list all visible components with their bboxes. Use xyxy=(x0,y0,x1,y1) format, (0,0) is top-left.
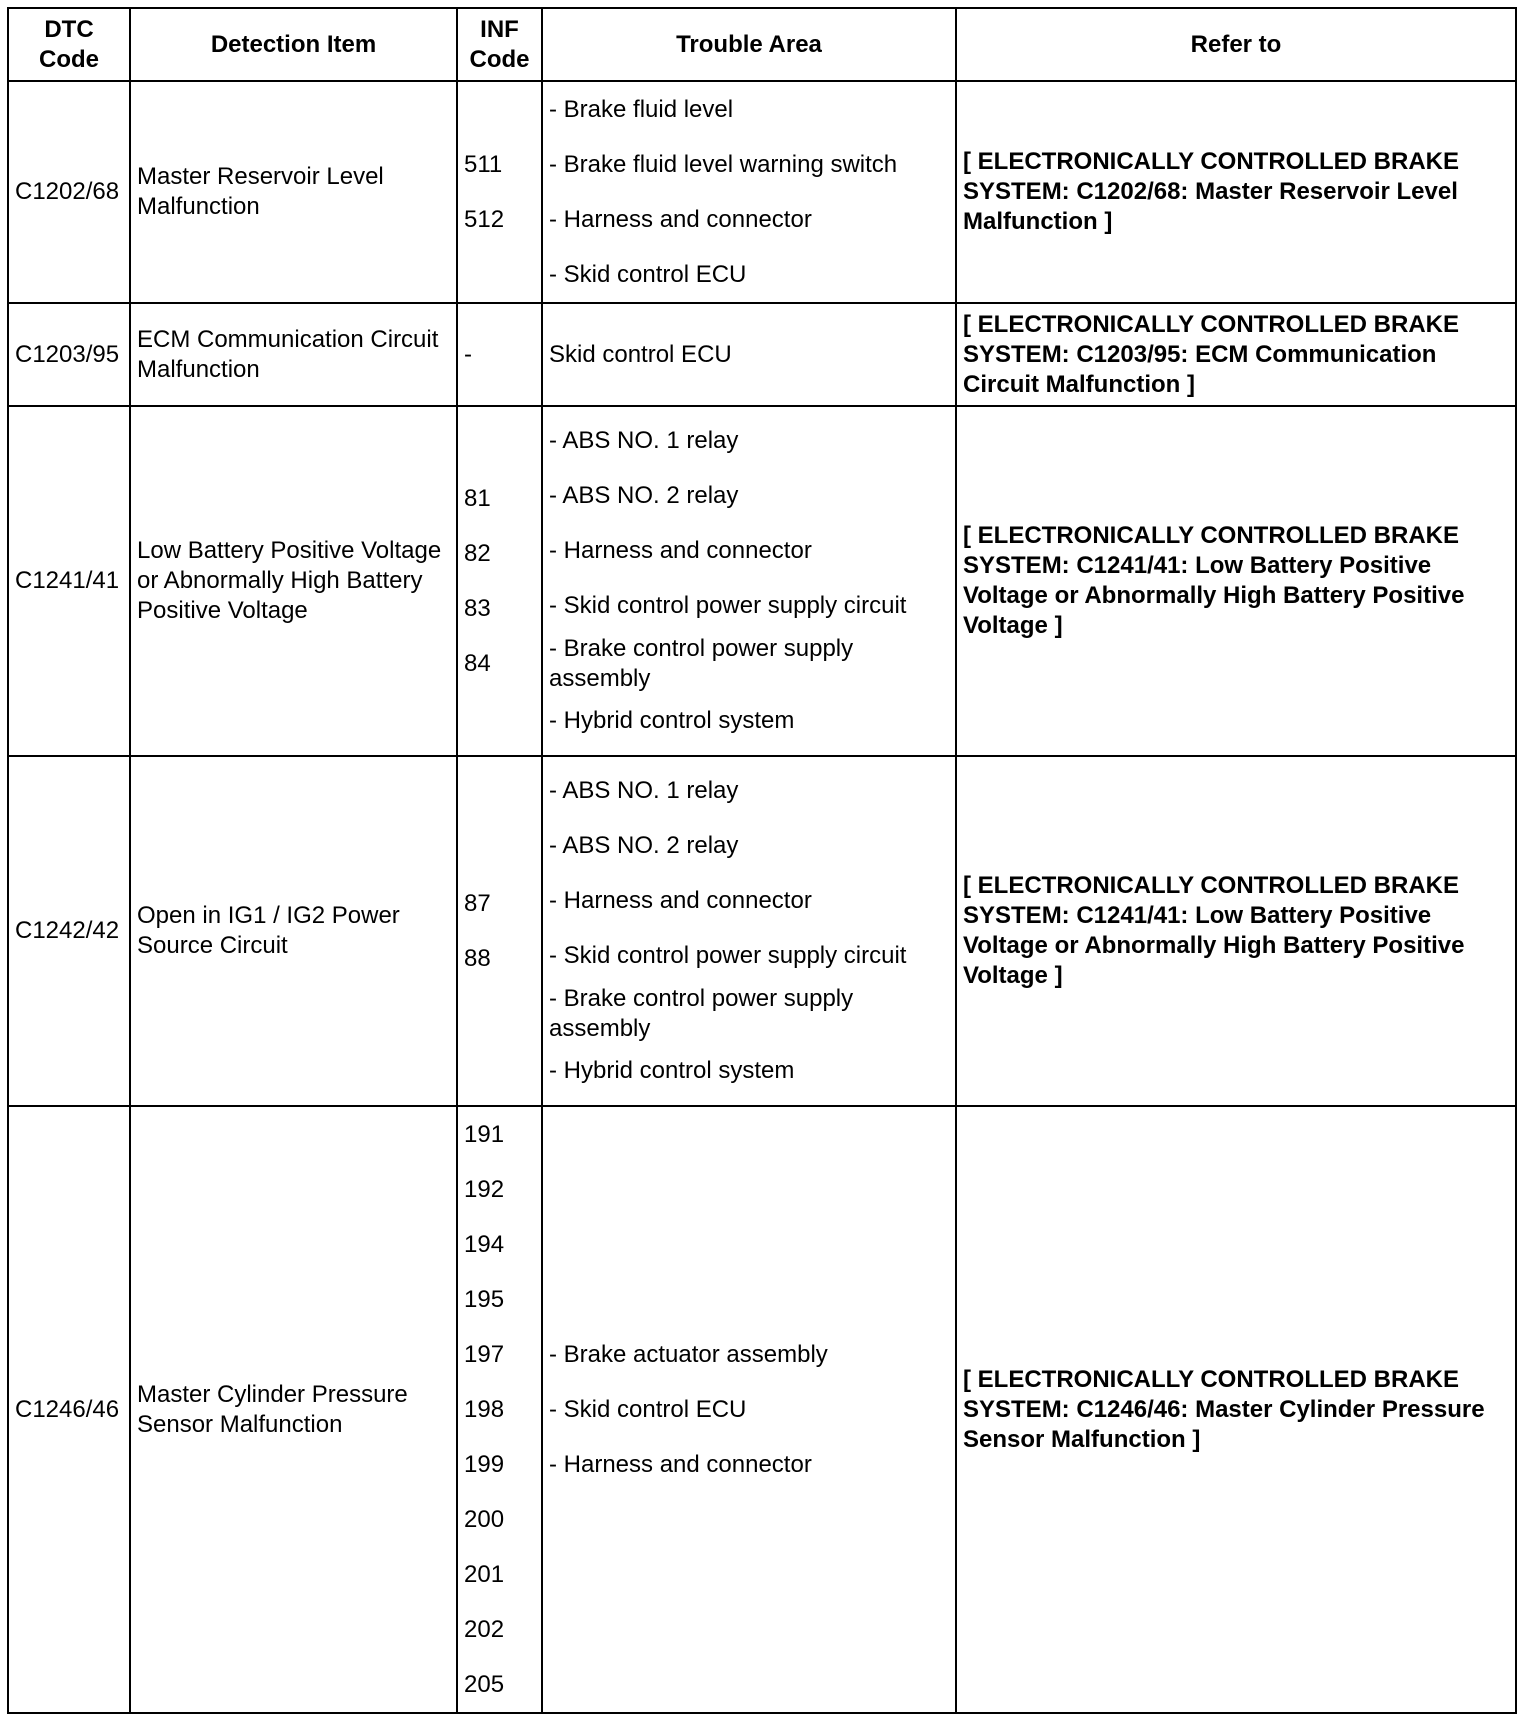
header-refer-to: Refer to xyxy=(956,8,1516,81)
inf-code-cell: - xyxy=(457,303,542,406)
header-dtc-code: DTC Code xyxy=(8,8,130,81)
header-row xyxy=(8,8,1516,81)
inf-code: 88 xyxy=(464,944,491,972)
inf-code: 83 xyxy=(464,594,491,622)
inf-code-cell xyxy=(457,406,542,756)
trouble-item: - Brake fluid level xyxy=(549,95,734,123)
refer-to-cell: [ ELECTRONICALLY CONTROLLED BRAKE SYSTEM: C1241/41: Low Battery Positive Voltage or Abnormally High Battery Positive Voltage ] xyxy=(956,756,1516,1106)
trouble-item: - Skid control power supply circuit xyxy=(549,592,907,619)
inf-code: 87 xyxy=(464,889,491,917)
table-row xyxy=(8,81,1516,303)
trouble-item: - Brake fluid level warning switch xyxy=(549,150,898,178)
table-row xyxy=(8,756,1516,1106)
dtc-code-cell: C1242/42 xyxy=(8,756,130,1106)
inf-code: 194 xyxy=(464,1230,505,1258)
table-row xyxy=(8,303,1516,406)
inf-code: 199 xyxy=(464,1450,505,1478)
detection-item-cell: Low Battery Positive Voltage or Abnormally High Battery Positive Voltage xyxy=(130,406,457,756)
trouble-item: - Harness and connector xyxy=(549,887,812,914)
table-row xyxy=(8,406,1516,756)
detection-item-cell: Master Reservoir Level Malfunction xyxy=(130,81,457,303)
trouble-item: - Harness and connector xyxy=(549,205,812,233)
trouble-item: - Skid control power supply circuit xyxy=(549,942,907,969)
inf-code: 197 xyxy=(464,1340,505,1368)
detection-item-cell: Open in IG1 / IG2 Power Source Circuit xyxy=(130,756,457,1106)
trouble-item: - Harness and connector xyxy=(549,537,812,564)
trouble-item: - ABS NO. 2 relay xyxy=(549,832,739,859)
inf-code: 200 xyxy=(464,1505,505,1533)
refer-to-cell: [ ELECTRONICALLY CONTROLLED BRAKE SYSTEM: C1203/95: ECM Communication Circuit Malfunction ] xyxy=(956,303,1516,406)
inf-code: 198 xyxy=(464,1395,505,1423)
header-inf-code: INF Code xyxy=(457,8,542,81)
trouble-item: - ABS NO. 1 relay xyxy=(549,777,739,804)
inf-code: 205 xyxy=(464,1670,505,1698)
trouble-item: - Harness and connector xyxy=(549,1450,812,1478)
trouble-item: - ABS NO. 1 relay xyxy=(549,427,739,454)
inf-code-cell xyxy=(457,81,542,303)
inf-code: 511 xyxy=(464,150,503,178)
refer-to-cell: [ ELECTRONICALLY CONTROLLED BRAKE SYSTEM: C1202/68: Master Reservoir Level Malfunction ] xyxy=(956,81,1516,303)
trouble-item: - Hybrid control system xyxy=(549,1057,795,1084)
header-trouble-area: Trouble Area xyxy=(542,8,956,81)
trouble-item: - Brake control power supply assembly xyxy=(549,984,854,1042)
dtc-code-cell: C1202/68 xyxy=(8,81,130,303)
dtc-table xyxy=(7,7,1517,1714)
dtc-code-cell: C1246/46 xyxy=(8,1106,130,1713)
inf-code: 82 xyxy=(464,539,491,567)
refer-to-cell: [ ELECTRONICALLY CONTROLLED BRAKE SYSTEM: C1246/46: Master Cylinder Pressure Sensor Malfunction ] xyxy=(956,1106,1516,1713)
trouble-item: - Brake actuator assembly xyxy=(549,1340,828,1368)
trouble-area-cell xyxy=(542,406,956,756)
trouble-area-cell xyxy=(542,1106,956,1713)
trouble-item: - ABS NO. 2 relay xyxy=(549,482,739,509)
refer-to-cell: [ ELECTRONICALLY CONTROLLED BRAKE SYSTEM: C1241/41: Low Battery Positive Voltage or Abnormally High Battery Positive Voltage ] xyxy=(956,406,1516,756)
dtc-code-cell: C1203/95 xyxy=(8,303,130,406)
inf-code: 191 xyxy=(464,1120,505,1148)
inf-code: 84 xyxy=(464,649,491,677)
trouble-area-cell xyxy=(542,756,956,1106)
inf-code: 202 xyxy=(464,1615,505,1643)
detection-item-cell: ECM Communication Circuit Malfunction xyxy=(130,303,457,406)
trouble-item: - Skid control ECU xyxy=(549,1395,747,1423)
inf-code-cell xyxy=(457,1106,542,1713)
inf-code: 195 xyxy=(464,1285,505,1313)
inf-code: 81 xyxy=(464,484,491,512)
header-detection-item: Detection Item xyxy=(130,8,457,81)
trouble-item: - Brake control power supply assembly xyxy=(549,634,854,692)
inf-code: 201 xyxy=(464,1560,505,1588)
trouble-item: - Skid control ECU xyxy=(549,260,747,288)
trouble-area-cell xyxy=(542,81,956,303)
detection-item-cell: Master Cylinder Pressure Sensor Malfunction xyxy=(130,1106,457,1713)
table-row xyxy=(8,1106,1516,1713)
inf-code: 192 xyxy=(464,1175,505,1203)
dtc-code-cell: C1241/41 xyxy=(8,406,130,756)
inf-code-cell xyxy=(457,756,542,1106)
trouble-item: - Hybrid control system xyxy=(549,707,795,734)
trouble-area-cell: Skid control ECU xyxy=(542,303,956,406)
inf-code: 512 xyxy=(464,205,505,233)
